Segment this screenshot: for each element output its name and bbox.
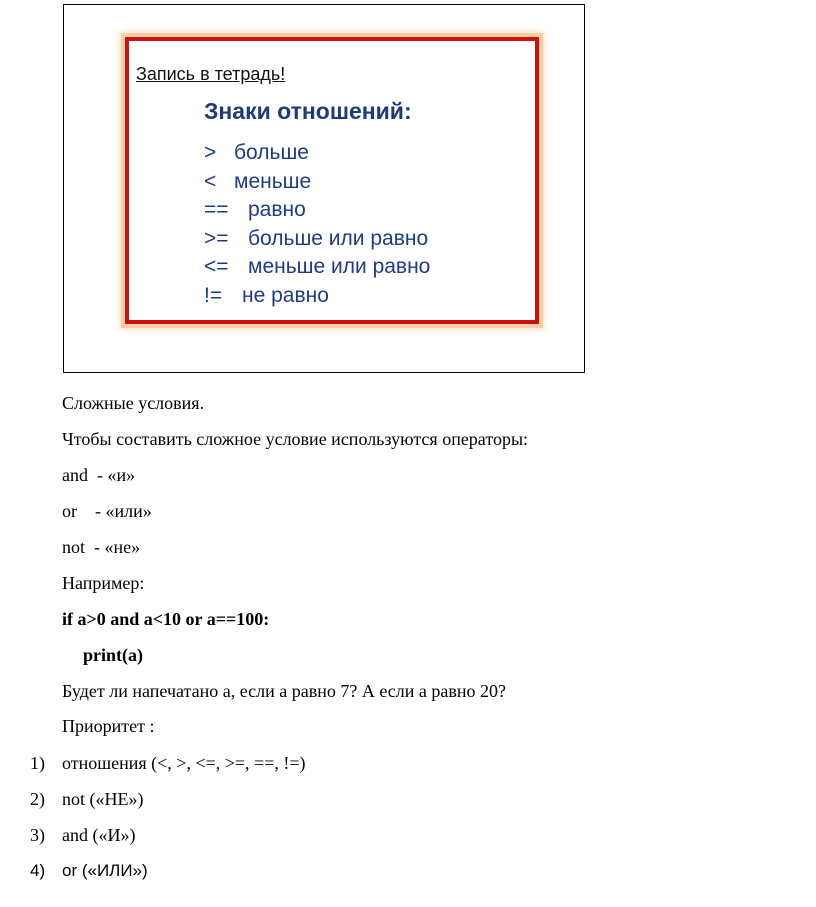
question-text: Будет ли напечатано a, если a равно 7? А если a равно 20?	[62, 681, 506, 701]
relation-symbol: !=	[204, 284, 223, 307]
relation-symbol: >=	[204, 227, 229, 250]
relation-item-not-equal	[204, 284, 329, 308]
priority-item-and: and («И»)	[62, 825, 136, 845]
code-line-condition: if a>0 and a<10 or a==100:	[62, 609, 270, 629]
relation-item-greater-equal	[204, 227, 428, 251]
operator-or: or - «или»	[62, 501, 152, 521]
priority-number: 4)	[30, 861, 46, 880]
relation-label: равно	[248, 198, 306, 221]
intro-text: Чтобы составить сложное условие используются операторы:	[62, 429, 529, 449]
figure-frame	[63, 4, 585, 373]
slide-image	[125, 37, 539, 324]
priority-number: 2)	[30, 789, 45, 809]
relation-item-greater	[204, 141, 309, 165]
relation-label: меньше или равно	[248, 255, 431, 278]
slide-header: Запись в тетрадь!	[136, 64, 286, 84]
relation-label: больше	[234, 141, 309, 164]
relation-symbol: ==	[204, 198, 229, 221]
relation-item-less	[204, 170, 311, 194]
operator-and: and - «и»	[62, 465, 136, 485]
example-label: Например:	[62, 573, 145, 593]
operator-not: not - «не»	[62, 537, 141, 557]
relation-label: больше или равно	[248, 227, 429, 250]
priority-number: 3)	[30, 825, 45, 845]
priority-number: 1)	[30, 753, 45, 773]
relation-symbol: <=	[204, 255, 229, 278]
slide-title: Знаки отношений:	[204, 98, 412, 124]
priority-item-or: or («ИЛИ»)	[62, 861, 148, 880]
relation-label: не равно	[242, 284, 329, 307]
relation-label: меньше	[234, 170, 312, 193]
relation-symbol: >	[204, 141, 217, 164]
relation-item-less-equal	[204, 255, 430, 279]
relation-symbol: <	[204, 170, 217, 193]
priority-item-relations: отношения (<, >, <=, >=, ==, !=)	[62, 753, 306, 773]
priority-label: Приоритет :	[62, 716, 155, 736]
code-line-print: print(a)	[83, 645, 143, 665]
priority-item-not: not («НЕ»)	[62, 789, 144, 809]
relation-item-equal	[204, 198, 306, 222]
section-heading: Сложные условия.	[62, 393, 205, 413]
